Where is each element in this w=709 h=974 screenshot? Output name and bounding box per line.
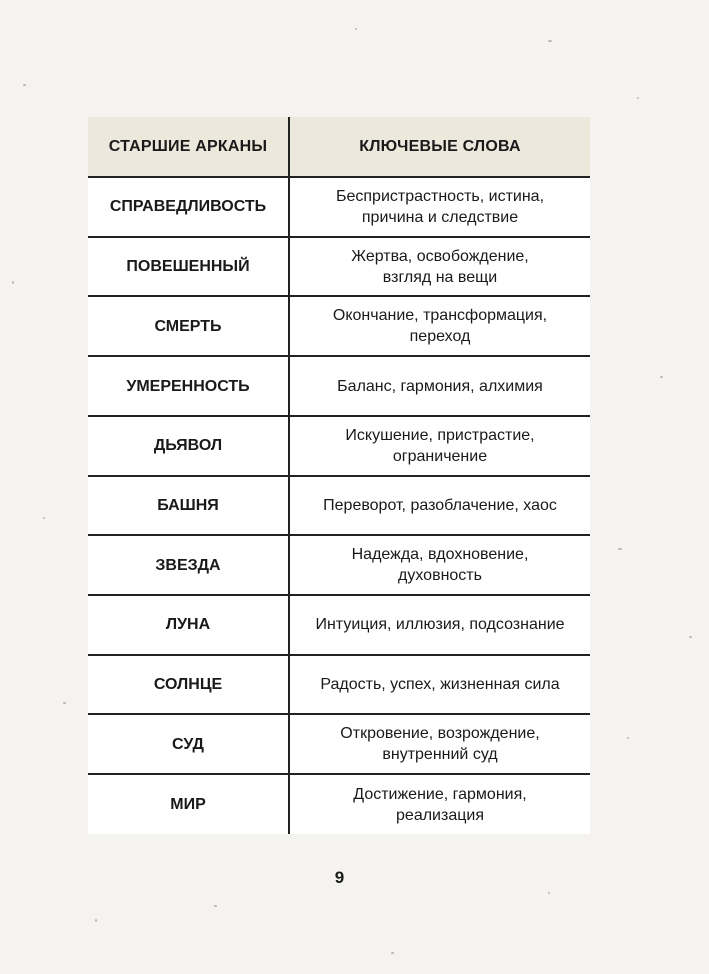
page-number: 9 [334,868,345,887]
table-row [88,535,590,595]
table [88,117,590,834]
table-row [88,476,590,536]
arcana-name: СМЕРТЬ [88,296,289,356]
table-header [88,117,590,177]
arcana-name: ЛУНА [88,595,289,655]
arcana-keywords: Достижение, гармония, реализация [353,785,527,824]
table-row [88,416,590,476]
arcana-keywords: Интуиция, иллюзия, подсознание [289,595,590,655]
table-row [88,296,590,356]
arcana-name: ПОВЕШЕННЫЙ [88,237,289,297]
arcana-name: СОЛНЦЕ [88,655,289,715]
arcana-name: СУД [88,714,289,774]
table-row [88,595,590,655]
arcana-keywords: Надежда, вдохновение, духовность [289,535,590,595]
header-row [88,117,590,177]
arcana-keywords: Жертва, освобождение, взгляд на вещи [289,237,590,297]
arcana-keywords: Беспристрастность, истина, причина и следствие [289,177,590,237]
table-row [88,237,590,297]
table-row [88,655,590,715]
table-row [88,177,590,237]
arcana-keywords: Искушение, пристрастие, ограничение [289,416,590,476]
table-row [88,714,590,774]
arcana-keywords: Радость, успех, жизненная сила [289,655,590,715]
arcana-name: БАШНЯ [88,476,289,536]
header-major-arcana: СТАРШИЕ АРКАНЫ [88,117,289,177]
arcana-keywords: Окончание, трансформация, переход [289,296,590,356]
arcana-keywords: Переворот, разоблачение, хаос [289,476,590,536]
arcana-name: СПРАВЕДЛИВОСТЬ [88,177,289,237]
table-row [88,356,590,416]
header-keywords: КЛЮЧЕВЫЕ СЛОВА [289,117,590,177]
arcana-keywords: Откровение, возрождение, внутренний суд [289,714,590,774]
table-row [88,774,590,834]
table-body [88,177,590,834]
arcana-name: ДЬЯВОЛ [88,416,289,476]
arcana-name: ЗВЕЗДА [88,535,289,595]
arcana-name: МИР [88,774,289,834]
arcana-keywords-table [88,117,590,834]
arcana-name: УМЕРЕННОСТЬ [88,356,289,416]
arcana-keywords: Баланс, гармония, алхимия [289,356,590,416]
